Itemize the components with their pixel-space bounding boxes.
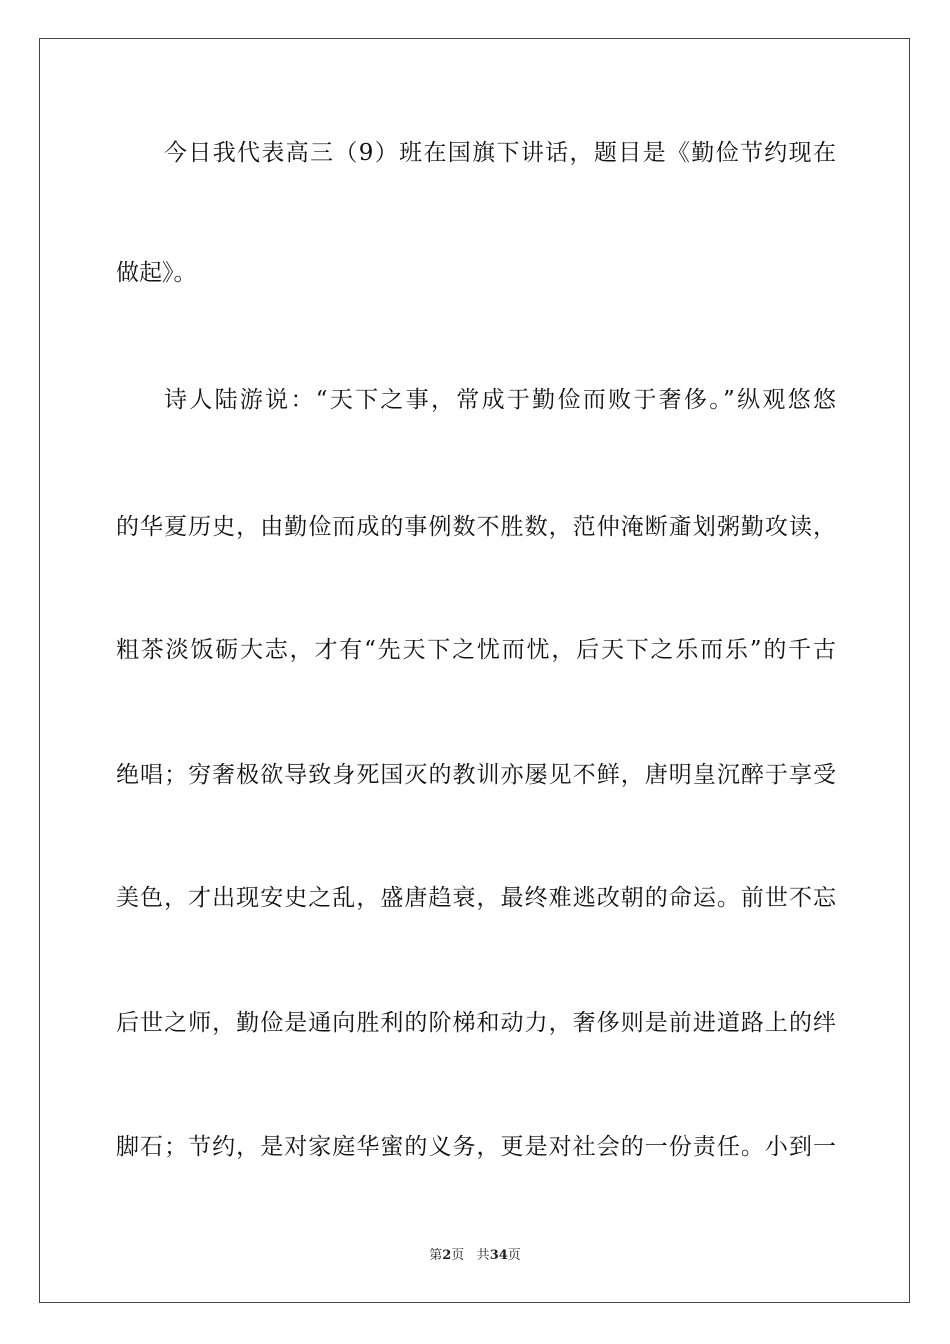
paragraph-2-line-7: 脚石；节约，是对家庭华蜜的义务，更是对社会的一份责任。小到一 <box>116 1134 836 1160</box>
footer-total-suffix: 页 <box>507 1248 521 1263</box>
footer-page-prefix: 第 <box>429 1248 443 1263</box>
paragraph-2-line-1: 诗人陆游说：“天下之事，常成于勤俭而败于奢侈。”纵观悠悠 <box>164 387 836 413</box>
paragraph-2-line-5: 美色，才出现安史之乱，盛唐趋衰，最终难逃改朝的命运。前世不忘 <box>116 885 836 911</box>
footer-total-prefix: 共 <box>476 1248 490 1263</box>
page-footer <box>0 1247 950 1265</box>
footer-page-suffix: 页 <box>451 1248 465 1263</box>
paragraph-2-line-6: 后世之师，勤俭是通向胜利的阶梯和动力，奢侈则是前进道路上的绊 <box>116 1010 836 1036</box>
paragraph-2-line-4: 绝唱；穷奢极欲导致身死国灭的教训亦屡见不鲜，唐明皇沉醉于享受 <box>116 762 836 788</box>
footer-page-number: 2 <box>442 1248 452 1263</box>
footer-total-number: 34 <box>489 1248 508 1263</box>
paragraph-1-line-2: 做起》。 <box>116 260 197 286</box>
paragraph-2-line-3: 粗茶淡饭砺大志，才有“先天下之忧而忧，后天下之乐而乐”的千古 <box>116 637 836 663</box>
page-border <box>39 38 910 1303</box>
paragraph-2-line-2: 的华夏历史，由勤俭而成的事例数不胜数，范仲淹断齑划粥勤攻读， <box>116 514 836 540</box>
paragraph-1-line-1: 今日我代表高三（9）班在国旗下讲话，题目是《勤俭节约现在 <box>164 140 836 166</box>
